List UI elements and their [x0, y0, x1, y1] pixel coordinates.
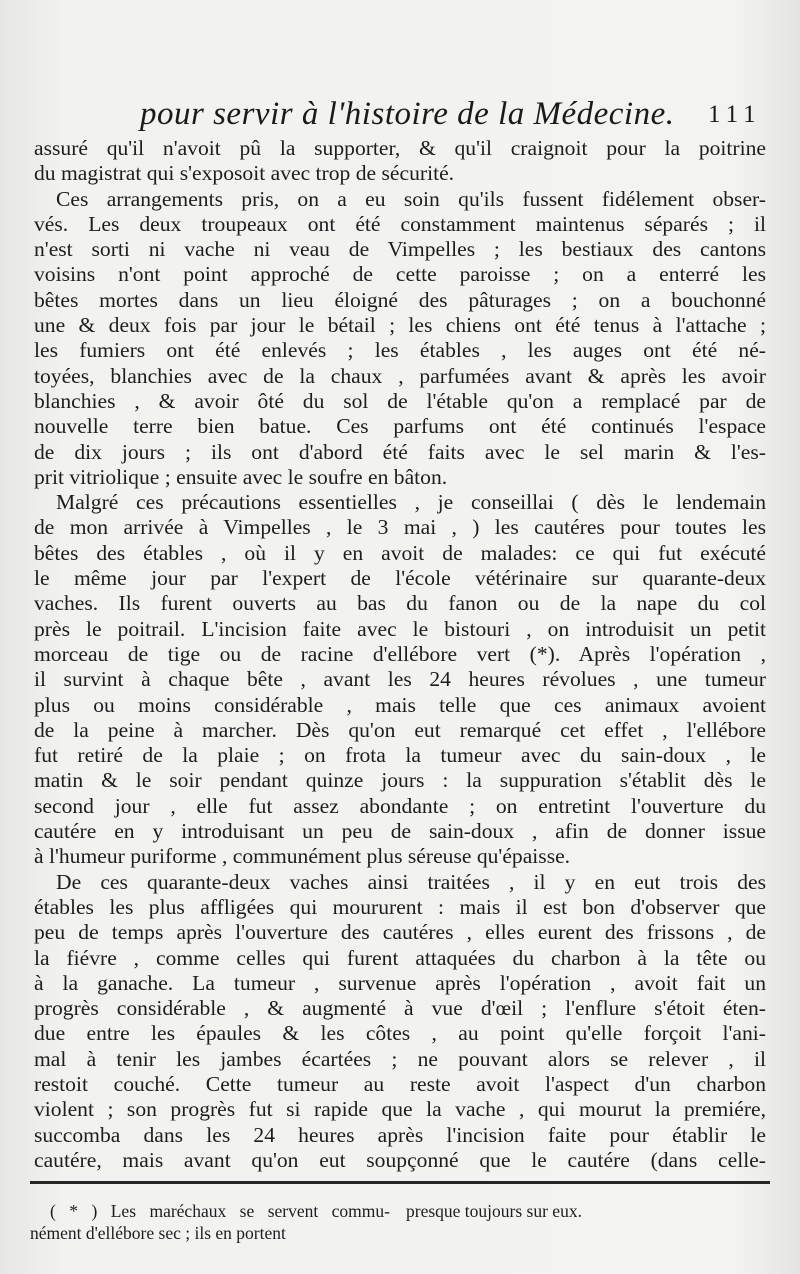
text-line: violent ; son progrès fut si rapide que la vache , qui mourut la premiére,	[34, 1097, 766, 1122]
text-line: matin & le soir pendant quinze jours : la suppuration s'établit dès le	[34, 768, 766, 793]
text-line: vés. Les deux troupeaux ont été constamment maintenus séparés ; il	[34, 211, 766, 236]
text-line: la fiévre , comme celles qui furent attaquées du charbon à la tête ou	[34, 945, 766, 970]
text-line: De ces quarante-deux vaches ainsi traitées , il y en eut trois des	[56, 869, 766, 894]
footnote-column-left	[30, 1200, 390, 1244]
text-line: morceau de tige ou de racine d'ellébore vert (*). Après l'opération ,	[34, 641, 766, 666]
text-line: de la peine à marcher. Dès qu'on eut remarqué cet effet , l'ellébore	[34, 717, 766, 742]
footnote-line: presque toujours sur eux.	[406, 1201, 582, 1221]
text-line: second jour , elle fut assez abondante ; on entretint l'ouverture du	[34, 793, 766, 818]
text-line: succomba dans les 24 heures après l'incision faite pour établir le	[34, 1122, 766, 1147]
text-line: étables les plus affligées qui moururent : mais il est bon d'observer que	[34, 894, 766, 919]
text-line: il survint à chaque bête , avant les 24 heures révolues , une tumeur	[34, 667, 766, 692]
body-text	[34, 136, 766, 1173]
running-title: pour servir à l'histoire de la Médecine.	[140, 96, 675, 132]
text-line: les fumiers ont été enlevés ; les étables , les auges ont été né-	[34, 338, 766, 363]
text-line: vaches. Ils furent ouverts au bas du fanon ou de la nape du col	[34, 591, 766, 616]
text-line: bêtes mortes dans un lieu éloigné des pâturages ; on a bouchonné	[34, 287, 766, 312]
text-line: Malgré ces précautions essentielles , je conseillai ( dès le lendemain	[56, 490, 766, 515]
text-line: une & deux fois par jour le bétail ; les chiens ont été tenus à l'attache ;	[34, 313, 766, 338]
text-line: blanchies , & avoir ôté du sol de l'étable qu'on a remplacé par de	[34, 388, 766, 413]
text-line: de dix jours ; ils ont d'abord été faits avec le sel marin & l'es-	[34, 439, 766, 464]
page-number: 111	[708, 101, 762, 128]
text-line: à la ganache. La tumeur , survenue après l'opération , avoit fait un	[34, 970, 766, 995]
footnote-line: nément d'ellébore sec ; ils en portent	[30, 1223, 286, 1243]
footnote-rule	[30, 1181, 770, 1184]
text-line: bêtes des étables , où il y en avoit de malades: ce qui fut exécuté	[34, 540, 766, 565]
text-line: le même jour par l'expert de l'école vétérinaire sur quarante-deux	[34, 566, 766, 591]
text-line: due entre les épaules & les côtes , au point qu'elle forçoit l'ani-	[34, 1021, 766, 1046]
text-line: de mon arrivée à Vimpelles , le 3 mai , ) les cautéres pour toutes les	[34, 515, 766, 540]
text-line: peu de temps après l'ouverture des cautéres , elles eurent des frissons , de	[34, 920, 766, 945]
text-line: cautére, mais avant qu'on eut soupçonné que le cautére (dans celle-	[34, 1147, 766, 1172]
text-line: près le poitrail. L'incision faite avec le bistouri , on introduisit un petit	[34, 616, 766, 641]
text-line: restoit couché. Cette tumeur au reste avoit l'aspect d'un charbon	[34, 1071, 766, 1096]
text-line: fut retiré de la plaie ; on frota la tumeur avec du sain-doux , le	[34, 743, 766, 768]
text-line: à l'humeur puriforme , communément plus séreuse qu'épaisse.	[34, 844, 571, 869]
text-line: cautére en y introduisant un peu de sain-doux , afin de donner issue	[34, 819, 766, 844]
text-line: plus ou moins considérable , mais telle que ces animaux avoient	[34, 692, 766, 717]
text-line: mal à tenir les jambes écartées ; ne pouvant alors se relever , il	[34, 1046, 766, 1071]
text-line: n'est sorti ni vache ni veau de Vimpelles ; les bestiaux des cantons	[34, 237, 766, 262]
text-line: progrès considérable , & augmenté à vue d'œil ; l'enflure s'étoit éten-	[34, 996, 766, 1021]
text-line: Ces arrangements pris, on a eu soin qu'ils fussent fidélement obser-	[56, 186, 766, 211]
text-line: toyées, blanchies avec de la chaux , parfumées avant & après les avoir	[34, 363, 766, 388]
text-line: voisins n'ont point approché de cette paroisse ; on a enterré les	[34, 262, 766, 287]
text-line: du magistrat qui s'exposoit avec trop de sécurité.	[34, 161, 455, 186]
footnote-line: ( * ) Les maréchaux se servent commu-	[50, 1201, 390, 1221]
text-line: nouvelle terre bien batue. Ces parfums ont été continués l'espace	[34, 414, 766, 439]
text-line: prit vitriolique ; ensuite avec le soufre en bâton.	[34, 464, 448, 489]
text-line: assuré qu'il n'avoit pû la supporter, & qu'il craignoit pour la poitrine	[34, 136, 766, 160]
footnote-column-right	[406, 1200, 766, 1222]
